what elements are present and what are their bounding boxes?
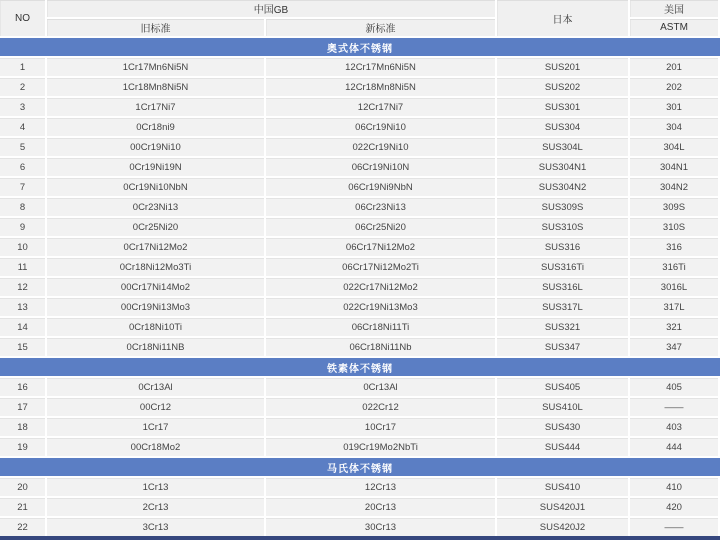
cell-no: 20 <box>0 478 47 498</box>
cell-japan: SUS201 <box>497 58 630 78</box>
cell-no: 1 <box>0 58 47 78</box>
cell-no: 7 <box>0 178 47 198</box>
header-no: NO <box>0 0 47 38</box>
cell-japan: SUS304 <box>497 118 630 138</box>
cell-astm: —— <box>630 398 720 418</box>
table-row <box>0 318 720 338</box>
cell-japan: SUS444 <box>497 438 630 458</box>
cell-japan: SUS304L <box>497 138 630 158</box>
cell-no: 13 <box>0 298 47 318</box>
cell-new-standard: 0Cr13Al <box>266 378 497 398</box>
cell-new-standard: 019Cr19Mo2NbTi <box>266 438 497 458</box>
cell-new-standard: 10Cr17 <box>266 418 497 438</box>
cell-new-standard: 06Cr23Ni13 <box>266 198 497 218</box>
cell-astm: 347 <box>630 338 720 358</box>
cell-no: 16 <box>0 378 47 398</box>
cell-new-standard: 06Cr18Ni11Nb <box>266 338 497 358</box>
cell-astm: 444 <box>630 438 720 458</box>
table-row <box>0 158 720 178</box>
cell-japan: SUS430 <box>497 418 630 438</box>
table-row <box>0 518 720 538</box>
cell-no: 6 <box>0 158 47 178</box>
cell-no: 21 <box>0 498 47 518</box>
cell-japan: SUS316 <box>497 238 630 258</box>
cell-old-standard: 00Cr19Ni10 <box>47 138 266 158</box>
table-row <box>0 498 720 518</box>
cell-japan: SUS316L <box>497 278 630 298</box>
cell-astm: 304L <box>630 138 720 158</box>
cell-old-standard: 0Cr18Ni11NB <box>47 338 266 358</box>
cell-no: 22 <box>0 518 47 538</box>
cell-old-standard: 00Cr19Ni13Mo3 <box>47 298 266 318</box>
cell-no: 11 <box>0 258 47 278</box>
table-row <box>0 178 720 198</box>
cell-no: 12 <box>0 278 47 298</box>
cell-astm: 304N1 <box>630 158 720 178</box>
cell-old-standard: 1Cr17 <box>47 418 266 438</box>
section-header-row <box>0 38 720 58</box>
cell-astm: 321 <box>630 318 720 338</box>
cell-no: 10 <box>0 238 47 258</box>
cell-astm: 304N2 <box>630 178 720 198</box>
cell-old-standard: 0Cr13Al <box>47 378 266 398</box>
cell-old-standard: 0Cr19Ni10NbN <box>47 178 266 198</box>
section-header-row <box>0 458 720 478</box>
cell-new-standard: 12Cr18Mn8Ni5N <box>266 78 497 98</box>
header-new-standard: 新标准 <box>266 19 497 38</box>
cell-no: 4 <box>0 118 47 138</box>
table-row <box>0 338 720 358</box>
cell-no: 14 <box>0 318 47 338</box>
cell-old-standard: 3Cr13 <box>47 518 266 538</box>
cell-no: 19 <box>0 438 47 458</box>
table-row <box>0 98 720 118</box>
cell-new-standard: 022Cr17Ni12Mo2 <box>266 278 497 298</box>
cell-astm: 3016L <box>630 278 720 298</box>
cell-old-standard: 00Cr12 <box>47 398 266 418</box>
cell-japan: SUS202 <box>497 78 630 98</box>
cell-new-standard: 06Cr19Ni10N <box>266 158 497 178</box>
cell-old-standard: 2Cr13 <box>47 498 266 518</box>
table-row <box>0 478 720 498</box>
cell-old-standard: 1Cr17Ni7 <box>47 98 266 118</box>
table-row <box>0 418 720 438</box>
cell-no: 18 <box>0 418 47 438</box>
cell-old-standard: 1Cr17Mn6Ni5N <box>47 58 266 78</box>
cell-new-standard: 12Cr17Mn6Ni5N <box>266 58 497 78</box>
cell-astm: 202 <box>630 78 720 98</box>
cell-japan: SUS405 <box>497 378 630 398</box>
cell-old-standard: 0Cr25Ni20 <box>47 218 266 238</box>
header-china-gb: 中国GB <box>47 0 497 19</box>
cell-astm: 316Ti <box>630 258 720 278</box>
cell-no: 2 <box>0 78 47 98</box>
cell-new-standard: 06Cr19Ni10 <box>266 118 497 138</box>
table-row <box>0 258 720 278</box>
cell-new-standard: 022Cr19Ni10 <box>266 138 497 158</box>
table-row <box>0 298 720 318</box>
cell-no: 15 <box>0 338 47 358</box>
cell-old-standard: 00Cr17Ni14Mo2 <box>47 278 266 298</box>
cell-new-standard: 06Cr25Ni20 <box>266 218 497 238</box>
cell-japan: SUS321 <box>497 318 630 338</box>
cell-astm: 317L <box>630 298 720 318</box>
cell-new-standard: 12Cr17Ni7 <box>266 98 497 118</box>
section-title: 奥式体不锈钢 <box>0 38 720 58</box>
cell-old-standard: 0Cr18Ni10Ti <box>47 318 266 338</box>
section-title: 铁素体不锈钢 <box>0 358 720 378</box>
table-body <box>0 38 720 538</box>
cell-japan: SUS410L <box>497 398 630 418</box>
cell-old-standard: 1Cr18Mn8Ni5N <box>47 78 266 98</box>
cell-japan: SUS304N2 <box>497 178 630 198</box>
cell-new-standard: 022Cr19Ni13Mo3 <box>266 298 497 318</box>
cell-new-standard: 06Cr17Ni12Mo2 <box>266 238 497 258</box>
cell-japan: SUS410 <box>497 478 630 498</box>
table-row <box>0 138 720 158</box>
table-header <box>0 0 720 38</box>
cell-astm: 405 <box>630 378 720 398</box>
cell-japan: SUS301 <box>497 98 630 118</box>
cell-new-standard: 06Cr18Ni11Ti <box>266 318 497 338</box>
cell-astm: 304 <box>630 118 720 138</box>
cell-old-standard: 0Cr17Ni12Mo2 <box>47 238 266 258</box>
cell-new-standard: 06Cr17Ni12Mo2Ti <box>266 258 497 278</box>
cell-new-standard: 022Cr12 <box>266 398 497 418</box>
cell-old-standard: 0Cr18ni9 <box>47 118 266 138</box>
cell-japan: SUS420J1 <box>497 498 630 518</box>
cell-no: 3 <box>0 98 47 118</box>
table-row <box>0 278 720 298</box>
cell-astm: 316 <box>630 238 720 258</box>
header-old-standard: 旧标准 <box>47 19 266 38</box>
table-row <box>0 58 720 78</box>
header-astm: ASTM <box>630 19 720 38</box>
cell-new-standard: 12Cr13 <box>266 478 497 498</box>
cell-no: 5 <box>0 138 47 158</box>
cell-astm: 410 <box>630 478 720 498</box>
section-title: 马氏体不锈钢 <box>0 458 720 478</box>
cell-astm: —— <box>630 518 720 538</box>
cell-no: 8 <box>0 198 47 218</box>
table-row <box>0 78 720 98</box>
cell-old-standard: 0Cr23Ni13 <box>47 198 266 218</box>
cell-astm: 420 <box>630 498 720 518</box>
header-japan: 日本 <box>497 0 630 38</box>
header-row-1 <box>0 0 720 19</box>
table-row <box>0 378 720 398</box>
partial-next-section-bar <box>0 536 720 540</box>
cell-japan: SUS347 <box>497 338 630 358</box>
cell-astm: 310S <box>630 218 720 238</box>
cell-old-standard: 00Cr18Mo2 <box>47 438 266 458</box>
table-row <box>0 238 720 258</box>
cell-astm: 403 <box>630 418 720 438</box>
cell-japan: SUS310S <box>497 218 630 238</box>
cell-japan: SUS317L <box>497 298 630 318</box>
table-row <box>0 118 720 138</box>
cell-old-standard: 1Cr13 <box>47 478 266 498</box>
cell-no: 17 <box>0 398 47 418</box>
table-row <box>0 438 720 458</box>
header-usa: 美国 <box>630 0 720 19</box>
cell-japan: SUS420J2 <box>497 518 630 538</box>
cell-new-standard: 20Cr13 <box>266 498 497 518</box>
cell-astm: 309S <box>630 198 720 218</box>
cell-no: 9 <box>0 218 47 238</box>
section-header-row <box>0 358 720 378</box>
cell-old-standard: 0Cr18Ni12Mo3Ti <box>47 258 266 278</box>
table-row <box>0 218 720 238</box>
table-row <box>0 198 720 218</box>
cell-astm: 301 <box>630 98 720 118</box>
cell-new-standard: 06Cr19Ni9NbN <box>266 178 497 198</box>
cell-japan: SUS304N1 <box>497 158 630 178</box>
cell-japan: SUS316Ti <box>497 258 630 278</box>
cell-old-standard: 0Cr19Ni19N <box>47 158 266 178</box>
cell-astm: 201 <box>630 58 720 78</box>
cell-japan: SUS309S <box>497 198 630 218</box>
cell-new-standard: 30Cr13 <box>266 518 497 538</box>
table-row <box>0 398 720 418</box>
